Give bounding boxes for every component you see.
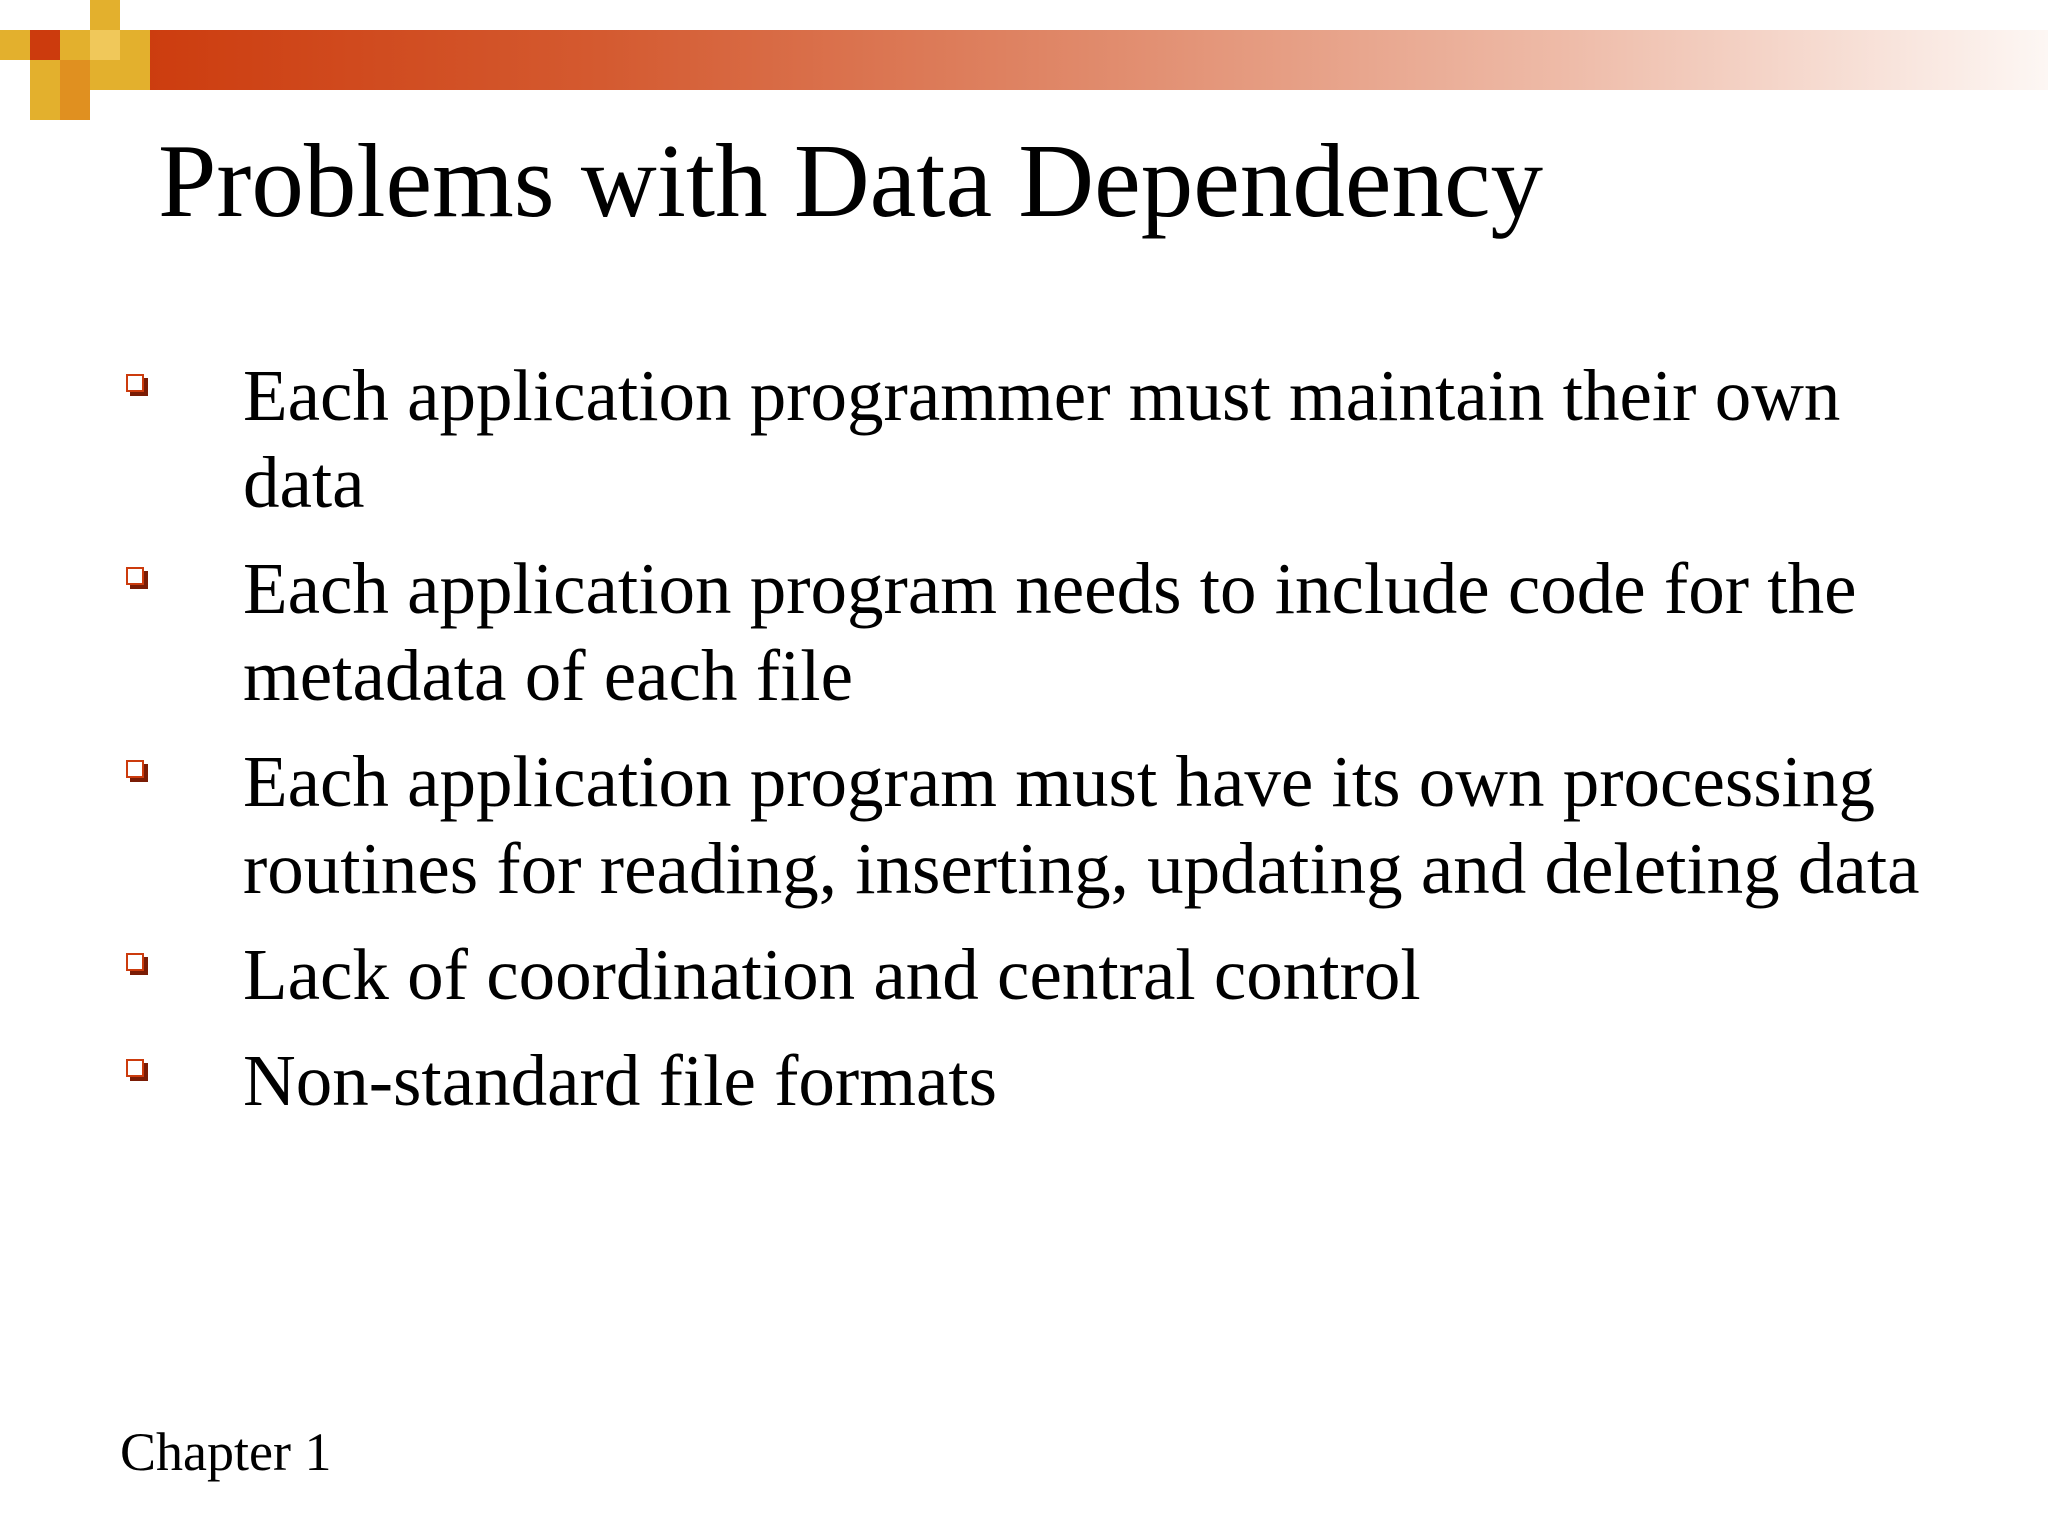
bullet-item: [0, 931, 1963, 1018]
logo-square-white: [90, 90, 150, 120]
logo-square-white: [0, 60, 30, 120]
logo-square-orange: [60, 60, 90, 120]
square-bullet-icon: [126, 760, 148, 782]
square-bullet-icon: [126, 1059, 148, 1081]
slide-title: Problems with Data Dependency: [158, 122, 1544, 239]
square-bullet-icon: [126, 567, 148, 589]
bullet-text: Lack of coordination and central control: [243, 934, 1421, 1015]
bullet-text: Each application program must have its own processing routines for reading, inserting, updating and deleting data: [243, 741, 1920, 909]
header-gradient-bar: [120, 30, 2048, 90]
bullet-text: Non-standard file formats: [243, 1040, 998, 1121]
bullet-item: [0, 545, 1963, 719]
square-bullet-icon: [126, 953, 148, 975]
logo-square-white: [0, 0, 90, 30]
logo-square-lightgold: [90, 30, 120, 60]
slide-footer: Chapter 1: [120, 1422, 332, 1482]
logo-square-white: [120, 0, 150, 30]
bullet-item: [0, 1037, 1963, 1124]
bullet-list: [0, 352, 2048, 1143]
square-bullet-icon: [126, 374, 148, 396]
bullet-text: Each application program needs to include code for the metadata of each file: [243, 548, 1857, 716]
logo-square-red: [30, 30, 60, 60]
bullet-text: Each application programmer must maintain their own data: [243, 355, 1841, 523]
bullet-item: [0, 352, 1963, 526]
bullet-item: [0, 738, 1963, 912]
